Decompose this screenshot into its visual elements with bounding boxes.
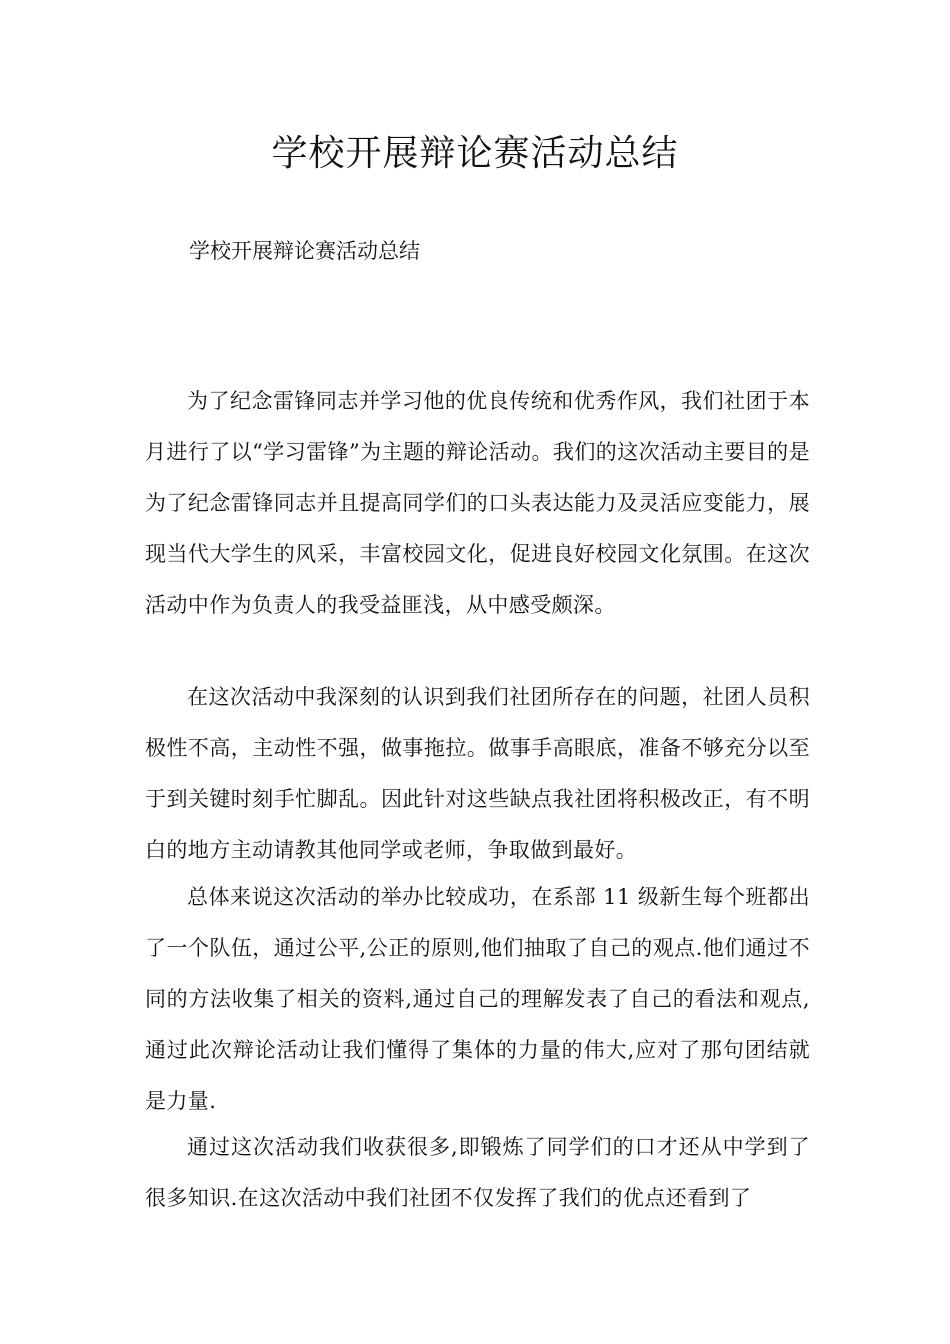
paragraph-3: 总体来说这次活动的举办比较成功，在系部 11 级新生每个班都出了一个队伍，通过公平,公正的原则,他们抽取了自己的观点.他们通过不同的方法收集了相关的资料,通过自己的理解发表了自己的看法和观点,通过此次辩论活动让我们懂得了集体的力量的伟大,应对了那句团结就是力量. <box>145 885 810 1113</box>
paragraph-1: 为了纪念雷锋同志并学习他的优良传统和优秀作风，我们社团于本月进行了以“学习雷锋”为主题的辩论活动。我们的这次活动主要目的是为了纪念雷锋同志并且提高同学们的口头表达能力及灵活应变能力，展现当代大学生的风采，丰富校园文化，促进良好校园文化氛围。在这次活动中作为负责人的我受益匪浅，从中感受颇深。 <box>145 389 810 617</box>
paragraph-2: 在这次活动中我深刻的认识到我们社团所存在的问题，社团人员积极性不高，主动性不强，做事拖拉。做事手高眼底，准备不够充分以至于到关键时刻手忙脚乱。因此针对这些缺点我社团将积极改正，有不明白的地方主动请教其他同学或老师，争取做到最好。 <box>145 685 810 862</box>
document-subtitle: 学校开展辩论赛活动总结 <box>189 239 420 263</box>
document-title: 学校开展辩论赛活动总结 <box>271 133 679 174</box>
paragraph-4: 通过这次活动我们收获很多,即锻炼了同学们的口才还从中学到了很多知识.在这次活动中我们社团不仅发挥了我们的优点还看到了 <box>145 1135 810 1210</box>
